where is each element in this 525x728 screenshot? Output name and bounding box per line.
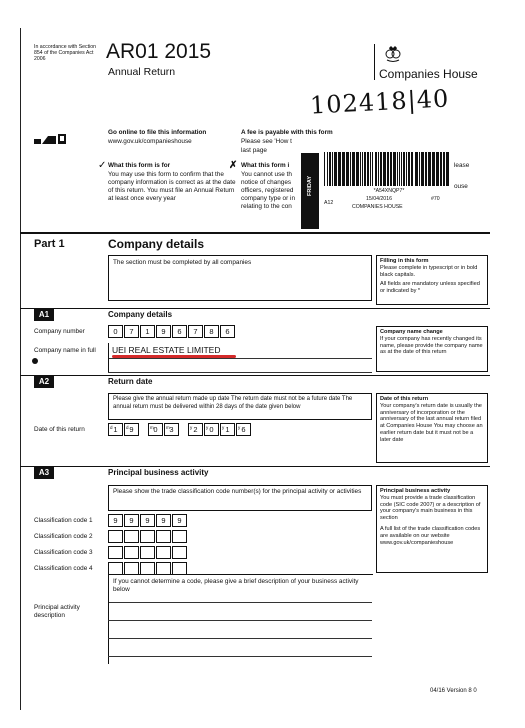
classification-code-label: Classification code 4 [34,565,93,572]
handwritten-number: 102418|40 [309,84,450,120]
barcode-bar [327,152,328,186]
date-digit[interactable] [148,423,163,436]
a2-instruction-box [108,393,372,420]
date-digit[interactable] [220,423,235,436]
classification-code-digit[interactable] [108,546,123,559]
barcode-bar [415,152,418,186]
barcode-bar [383,152,386,186]
barcode-bar [446,152,449,186]
barcode-bar [338,152,341,186]
a1-divider [20,308,490,309]
classification-code-digit[interactable] [108,530,123,543]
right-cut-text-2: ouse [454,183,468,190]
barcode-bar [346,152,349,186]
filling-note-text2: All fields are mandatory unless specified or indicated by * [380,281,480,295]
desc-line-3 [108,656,372,657]
filling-note-title: Filling in this form [380,258,429,264]
name-change-note [376,326,488,372]
date-digit-value: 0 [209,425,214,434]
a3-instruction-box [108,485,372,511]
barcode-bar [332,152,333,186]
company-number-digit[interactable]: 6 [220,325,235,338]
date-part-marker: m [150,425,154,430]
activity-desc-label: Principal activity description [34,604,80,619]
date-digit-value: 3 [169,425,174,434]
date-part-marker: y [206,425,209,430]
barcode-bar [406,152,407,186]
date-part-marker: y [238,425,241,430]
activity-note [376,485,488,573]
barcode-bar [329,152,331,186]
classification-code-digit[interactable]: 9 [156,514,171,527]
info-icon [31,352,39,360]
date-digit[interactable] [124,423,139,436]
desc-line-1 [108,620,372,621]
stamp-code: *A54XNQP7* [373,188,405,194]
date-part-marker: y [222,425,225,430]
a3-title: Principal business activity [108,468,209,477]
a2-divider [20,375,490,376]
classification-code-digit[interactable] [172,530,187,543]
filling-note-text: Please complete in typescript or in bold black capitals. [380,264,478,278]
part-label: Part 1 [34,238,65,250]
name-line-1 [108,358,372,359]
part-instruction: The section must be completed by all companies [113,259,252,266]
date-digit[interactable] [204,423,219,436]
form-code: AR01 [106,40,159,63]
name-line-2 [108,372,372,373]
activity-note-text2: A full list of the trade classification codes are available on our website www.gov.uk/companieshouse [380,525,481,546]
date-digit-value: 2 [193,425,198,434]
desc-left-border [108,602,109,664]
classification-code-digit[interactable]: 9 [172,514,187,527]
barcode-bar [367,152,369,186]
company-number-digit[interactable]: 9 [156,325,171,338]
classification-code-label: Classification code 3 [34,549,93,556]
date-part-marker: d [110,425,113,430]
online-title: Go online to file this information [108,129,207,136]
desc-line-2 [108,638,372,639]
classification-code-label: Classification code 2 [34,533,93,540]
barcode-bar [443,152,445,186]
what-not-title: What this form i [241,162,290,169]
return-date-note-text: Your company's return date is usually the anniversary of incorporation or the anniversary of the last annual return filed at Companies House You may choose an earlier return date but it must not be a later date [380,402,483,443]
form-year: 2015 [164,40,212,63]
company-name-value: UEI REAL ESTATE LIMITED [112,345,221,355]
company-number-digit[interactable]: 1 [140,325,155,338]
classification-code-label: Classification code 1 [34,517,93,524]
company-number-digit[interactable]: 0 [108,325,123,338]
part-instruction-box [108,255,372,301]
a2-title: Return date [108,377,153,386]
company-number-digit[interactable]: 8 [204,325,219,338]
classification-code-digit[interactable]: 9 [108,514,123,527]
date-digit-value: 0 [153,425,158,434]
barcode-bar [440,152,442,186]
date-digit-value: 1 [225,425,230,434]
company-number-digit[interactable]: 6 [172,325,187,338]
barcode-bar [387,152,389,186]
date-digit-value: 6 [241,425,246,434]
part-title: Company details [108,237,205,251]
date-digit-value: 1 [113,425,118,434]
barcode-bar [403,152,405,186]
classification-code-digit[interactable] [124,530,139,543]
barcode-bar [399,152,400,186]
activity-note-title: Principal business activity [380,488,451,494]
barcode-bar [393,152,396,186]
date-digit[interactable] [108,423,123,436]
barcode [324,152,452,186]
barcode-bar [436,152,439,186]
classification-code-digit[interactable] [124,546,139,559]
tick-icon: ✓ [98,160,107,171]
barcode-bar [408,152,410,186]
a2-tag: A2 [34,376,54,388]
stamp-day: FRIDAY [307,176,313,196]
name-line-left [108,358,109,372]
a1-title: Company details [108,310,173,319]
activity-note-text: You must provide a trade classification code (SIC code 2007) or a description of your company's main business in this section [380,494,481,522]
what-for-text: You may use this form to confirm that the company information is correct as at the date of this return. You must file an Annual Return at least once every year [108,171,236,202]
legal-note: In accordance with Section 854 of the Companies Act 2006 [34,44,96,63]
stamp-day-bar [301,153,319,229]
cross-icon: ✗ [229,160,238,171]
date-part-marker: y [190,425,193,430]
form-name: Annual Return [108,66,176,78]
a3-divider [20,466,490,467]
date-digit[interactable] [188,423,203,436]
barcode-bar [342,152,345,186]
barcode-bar [334,152,337,186]
stamp-num: #70 [431,196,440,202]
classification-code-digit[interactable] [140,530,155,543]
company-number-digit[interactable]: 7 [124,325,139,338]
classification-code-digit[interactable] [156,530,171,543]
barcode-bar [352,152,355,186]
date-digit[interactable] [164,423,179,436]
date-digit[interactable] [236,423,251,436]
part-divider [20,232,490,234]
barcode-bar [324,152,325,186]
barcode-bar [362,152,363,186]
name-change-text: If your company has recently changed its name, please provide the company name as at the date of this return [380,335,483,356]
right-cut-text-1: lease [454,162,470,169]
company-number-digit[interactable]: 7 [188,325,203,338]
a3-describe-text: If you cannot determine a code, please give a brief description of your business activity below [113,578,359,593]
a3-tag: A3 [34,467,54,479]
classification-code-digit[interactable] [156,546,171,559]
return-date-label: Date of this return [34,426,85,433]
version-footer: 04/16 Version 8 0 [430,688,477,694]
barcode-bar [421,152,424,186]
header-divider [374,44,375,80]
date-part-marker: d [126,425,129,430]
barcode-bar [419,152,420,186]
barcode-bar [378,152,379,186]
company-name-label: Company name in full [34,347,96,354]
fee-line3: last page [241,147,267,154]
barcode-bar [425,152,427,186]
form-code-title [106,40,211,64]
online-filing-icon [34,132,68,146]
barcode-bar [428,152,431,186]
classification-code-digit[interactable]: 9 [140,514,155,527]
classification-code-digit[interactable] [172,546,187,559]
barcode-bar [350,152,351,186]
barcode-bar [432,152,435,186]
classification-code-digit[interactable] [140,546,155,559]
desc-line-0 [108,602,372,603]
barcode-bar [380,152,382,186]
barcode-bar [372,152,373,186]
stamp-date: 15/04/2016 [366,196,392,202]
return-date-note-title: Date of this return [380,396,429,402]
stamp-ref: A12 [324,200,334,206]
barcode-bar [411,152,413,186]
a3-describe-box [108,574,373,603]
org-name: Companies House [379,67,478,81]
what-not-text: You cannot use th notice of changes officers, registered company type or in relating to the con [241,171,295,210]
stamp-office: COMPANIES HOUSE [352,204,403,210]
fee-line1: A fee is payable with this form [241,129,333,136]
what-for-title: What this form is for [108,162,171,169]
online-url[interactable]: www.gov.uk/companieshouse [108,138,192,145]
barcode-bar [360,152,361,186]
a1-tag: A1 [34,309,54,321]
barcode-bar [375,152,377,186]
return-date-note [376,393,488,463]
barcode-bar [390,152,392,186]
classification-code-digit[interactable]: 9 [124,514,139,527]
barcode-bar [370,152,371,186]
a2-instruction: Please give the annual return made up date The return date must not be a future date The annual return must be delivered within 28 days of the date given below [113,396,353,410]
barcode-bar [397,152,398,186]
date-digit-value: 9 [129,425,134,434]
barcode-bar [356,152,359,186]
barcode-bar [364,152,366,186]
company-number-label: Company number [34,328,85,335]
royal-crest-icon [383,44,403,64]
filling-note [376,255,488,305]
barcode-bar [401,152,402,186]
date-part-marker: m [166,425,170,430]
name-change-title: Company name change [380,329,443,335]
fee-line2: Please see 'How t [241,138,292,145]
a3-instruction: Please show the trade classification code number(s) for the principal activity or activities [113,488,362,495]
